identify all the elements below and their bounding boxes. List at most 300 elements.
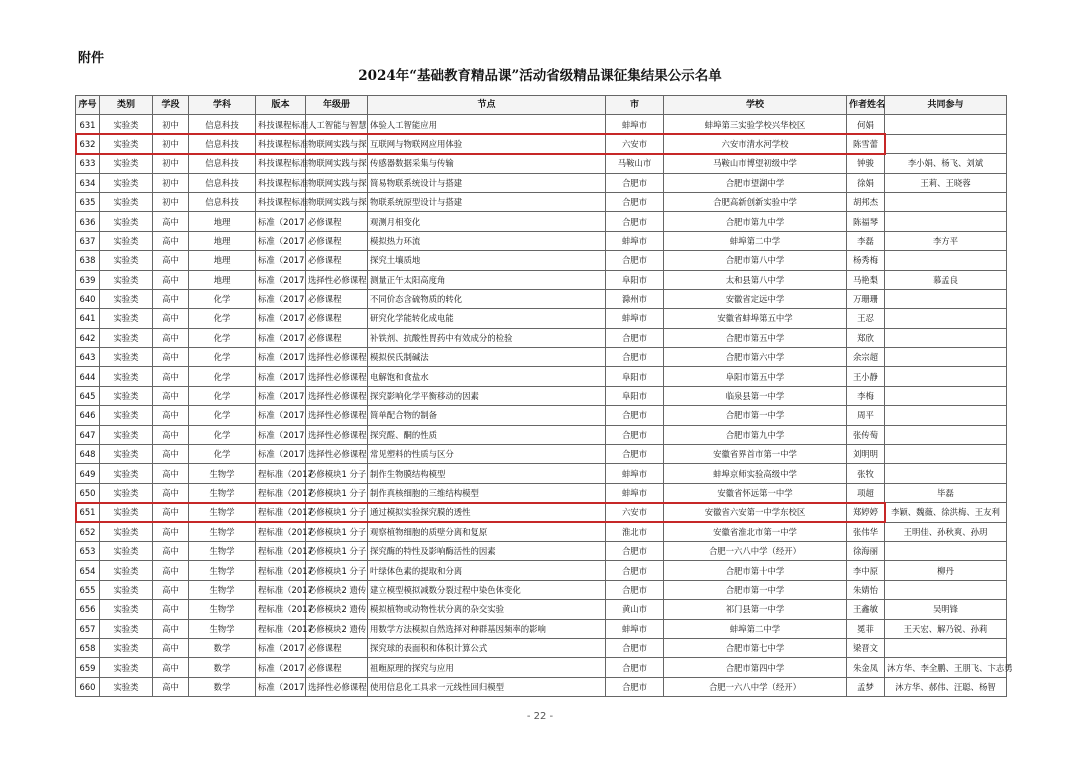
cell-edition: 标准（2017	[256, 445, 306, 464]
cell-grade-volume: 物联网实践与探	[306, 192, 368, 211]
cell-city: 合肥市	[606, 348, 664, 367]
cell-category: 实验类	[100, 251, 153, 270]
cell-city: 六安市	[606, 134, 664, 153]
cell-category: 实验类	[100, 231, 153, 250]
cell-city: 蚌埠市	[606, 309, 664, 328]
cell-topic: 探究影响化学平衡移动的因素	[368, 386, 606, 405]
cell-school: 蚌埠第二中学	[664, 231, 847, 250]
cell-topic: 物联系统原型设计与搭建	[368, 192, 606, 211]
cell-co-authors	[885, 541, 1007, 560]
cell-stage: 高中	[153, 658, 189, 677]
cell-category: 实验类	[100, 600, 153, 619]
cell-author: 李磊	[847, 231, 885, 250]
table-row	[76, 619, 1007, 638]
cell-grade-volume: 必修课程	[306, 328, 368, 347]
cell-category: 实验类	[100, 464, 153, 483]
cell-subject: 地理	[189, 212, 256, 231]
cell-co-authors	[885, 580, 1007, 599]
cell-topic: 制作真核细胞的三维结构模型	[368, 483, 606, 502]
cell-city: 黄山市	[606, 600, 664, 619]
cell-author: 王忍	[847, 309, 885, 328]
column-header-co-authors: 共同参与	[885, 96, 1007, 115]
cell-city: 合肥市	[606, 580, 664, 599]
cell-subject: 信息科技	[189, 134, 256, 153]
cell-topic: 体验人工智能应用	[368, 115, 606, 134]
column-header-school: 学校	[664, 96, 847, 115]
cell-school: 安徽省怀远第一中学	[664, 483, 847, 502]
cell-author: 孟梦	[847, 677, 885, 696]
cell-category: 实验类	[100, 367, 153, 386]
cell-city: 合肥市	[606, 328, 664, 347]
table-header-row	[76, 96, 1007, 115]
table-row	[76, 192, 1007, 211]
cell-stage: 高中	[153, 503, 189, 522]
cell-grade-volume: 必修课程	[306, 638, 368, 657]
cell-author: 周平	[847, 406, 885, 425]
cell-index: 631	[76, 115, 100, 134]
cell-city: 蚌埠市	[606, 483, 664, 502]
cell-school: 合肥市第十中学	[664, 561, 847, 580]
cell-co-authors	[885, 367, 1007, 386]
table-row	[76, 212, 1007, 231]
cell-author: 朱婧怡	[847, 580, 885, 599]
cell-school: 合肥一六八中学（经开）	[664, 541, 847, 560]
cell-index: 636	[76, 212, 100, 231]
table-row	[76, 309, 1007, 328]
cell-school: 合肥市第七中学	[664, 638, 847, 657]
cell-edition: 程标准（2017	[256, 619, 306, 638]
cell-author: 朱金凤	[847, 658, 885, 677]
cell-author: 李梅	[847, 386, 885, 405]
cell-index: 647	[76, 425, 100, 444]
cell-category: 实验类	[100, 658, 153, 677]
cell-school: 合肥市望湖中学	[664, 173, 847, 192]
cell-co-authors	[885, 289, 1007, 308]
cell-city: 蚌埠市	[606, 115, 664, 134]
cell-category: 实验类	[100, 328, 153, 347]
cell-city: 蚌埠市	[606, 464, 664, 483]
cell-category: 实验类	[100, 445, 153, 464]
cell-school: 阜阳市第五中学	[664, 367, 847, 386]
cell-subject: 生物学	[189, 503, 256, 522]
cell-school: 安徽省蚌埠第五中学	[664, 309, 847, 328]
cell-category: 实验类	[100, 503, 153, 522]
cell-school: 太和县第八中学	[664, 270, 847, 289]
cell-edition: 程标准（2017	[256, 600, 306, 619]
cell-topic: 探究土壤质地	[368, 251, 606, 270]
cell-school: 合肥市第一中学	[664, 580, 847, 599]
cell-subject: 数学	[189, 677, 256, 696]
cell-index: 655	[76, 580, 100, 599]
cell-stage: 初中	[153, 192, 189, 211]
cell-subject: 化学	[189, 309, 256, 328]
cell-grade-volume: 物联网实践与探	[306, 134, 368, 153]
cell-co-authors	[885, 638, 1007, 657]
cell-city: 淮北市	[606, 522, 664, 541]
cell-stage: 高中	[153, 464, 189, 483]
cell-index: 640	[76, 289, 100, 308]
cell-author: 陈雪蕾	[847, 134, 885, 153]
cell-category: 实验类	[100, 638, 153, 657]
cell-grade-volume: 选择性必修课程	[306, 445, 368, 464]
cell-edition: 标准（2017	[256, 309, 306, 328]
cell-grade-volume: 物联网实践与探	[306, 154, 368, 173]
cell-city: 合肥市	[606, 677, 664, 696]
column-header-stage: 学段	[153, 96, 189, 115]
cell-stage: 高中	[153, 445, 189, 464]
cell-author: 徐娟	[847, 173, 885, 192]
cell-author: 胡邦杰	[847, 192, 885, 211]
cell-stage: 高中	[153, 425, 189, 444]
cell-index: 633	[76, 154, 100, 173]
cell-edition: 标准（2017	[256, 328, 306, 347]
cell-city: 马鞍山市	[606, 154, 664, 173]
table-row	[76, 367, 1007, 386]
cell-school: 临泉县第一中学	[664, 386, 847, 405]
table-row	[76, 115, 1007, 134]
cell-author: 马艳梨	[847, 270, 885, 289]
cell-author: 万珊珊	[847, 289, 885, 308]
cell-subject: 地理	[189, 251, 256, 270]
cell-co-authors: 李方平	[885, 231, 1007, 250]
cell-school: 安徽省定远中学	[664, 289, 847, 308]
cell-stage: 高中	[153, 677, 189, 696]
cell-category: 实验类	[100, 561, 153, 580]
cell-city: 合肥市	[606, 638, 664, 657]
cell-author: 张伟华	[847, 522, 885, 541]
cell-category: 实验类	[100, 192, 153, 211]
cell-author: 钟骏	[847, 154, 885, 173]
cell-topic: 互联网与物联网应用体验	[368, 134, 606, 153]
cell-edition: 科技课程标准	[256, 192, 306, 211]
cell-index: 634	[76, 173, 100, 192]
cell-index: 651	[76, 503, 100, 522]
cell-author: 冕菲	[847, 619, 885, 638]
cell-city: 合肥市	[606, 425, 664, 444]
cell-stage: 高中	[153, 580, 189, 599]
cell-topic: 简易物联系统设计与搭建	[368, 173, 606, 192]
cell-co-authors: 王明佳、孙秋爽、孙玥	[885, 522, 1007, 541]
attachment-label: 附件	[78, 51, 105, 66]
table-row	[76, 289, 1007, 308]
cell-grade-volume: 选择性必修课程	[306, 348, 368, 367]
cell-city: 合肥市	[606, 445, 664, 464]
cell-category: 实验类	[100, 386, 153, 405]
cell-topic: 叶绿体色素的提取和分离	[368, 561, 606, 580]
cell-category: 实验类	[100, 619, 153, 638]
result-table	[75, 95, 1013, 697]
cell-city: 合肥市	[606, 212, 664, 231]
table-body	[76, 115, 1013, 697]
table-row	[76, 231, 1007, 250]
cell-city: 蚌埠市	[606, 619, 664, 638]
cell-category: 实验类	[100, 483, 153, 502]
cell-category: 实验类	[100, 309, 153, 328]
cell-school: 蚌埠第三实验学校兴华校区	[664, 115, 847, 134]
table-row	[76, 270, 1007, 289]
cell-subject: 化学	[189, 386, 256, 405]
cell-school: 合肥市第五中学	[664, 328, 847, 347]
table-row	[76, 580, 1007, 599]
cell-edition: 科技课程标准	[256, 134, 306, 153]
table-row	[76, 406, 1007, 425]
cell-subject: 生物学	[189, 600, 256, 619]
cell-category: 实验类	[100, 270, 153, 289]
page-number: - 22 -	[526, 711, 554, 722]
cell-subject: 化学	[189, 328, 256, 347]
cell-subject: 信息科技	[189, 154, 256, 173]
cell-category: 实验类	[100, 348, 153, 367]
cell-co-authors: 慕孟良	[885, 270, 1007, 289]
cell-index: 657	[76, 619, 100, 638]
cell-city: 阜阳市	[606, 367, 664, 386]
cell-subject: 化学	[189, 406, 256, 425]
cell-school: 蚌埠京师实验高级中学	[664, 464, 847, 483]
cell-city: 阜阳市	[606, 270, 664, 289]
cell-topic: 建立模型模拟减数分裂过程中染色体变化	[368, 580, 606, 599]
cell-grade-volume: 必修课程	[306, 251, 368, 270]
column-header-subject: 学科	[189, 96, 256, 115]
table-row	[76, 522, 1007, 541]
cell-edition: 标准（2017	[256, 425, 306, 444]
cell-grade-volume: 必修课程	[306, 212, 368, 231]
cell-subject: 生物学	[189, 483, 256, 502]
cell-grade-volume: 必修课程	[306, 658, 368, 677]
cell-edition: 科技课程标准	[256, 173, 306, 192]
cell-grade-volume: 必修模块2 遗传	[306, 580, 368, 599]
cell-subject: 地理	[189, 270, 256, 289]
cell-grade-volume: 必修模块1 分子	[306, 464, 368, 483]
cell-co-authors: 王莉、王晓蓉	[885, 173, 1007, 192]
cell-index: 643	[76, 348, 100, 367]
cell-edition: 标准（2017	[256, 367, 306, 386]
cell-category: 实验类	[100, 134, 153, 153]
cell-edition: 程标准（2017	[256, 580, 306, 599]
cell-co-authors	[885, 309, 1007, 328]
table-row	[76, 464, 1007, 483]
cell-co-authors	[885, 251, 1007, 270]
cell-category: 实验类	[100, 425, 153, 444]
cell-topic: 测量正午太阳高度角	[368, 270, 606, 289]
cell-topic: 探究酶的特性及影响酶活性的因素	[368, 541, 606, 560]
cell-grade-volume: 选择性必修课程	[306, 270, 368, 289]
cell-co-authors: 沐方华、郝伟、汪聪、杨智	[885, 677, 1007, 696]
cell-city: 六安市	[606, 503, 664, 522]
cell-subject: 化学	[189, 289, 256, 308]
cell-school: 合肥高新创新实验中学	[664, 192, 847, 211]
cell-school: 蚌埠第二中学	[664, 619, 847, 638]
cell-stage: 高中	[153, 251, 189, 270]
cell-edition: 标准（2017	[256, 638, 306, 657]
cell-co-authors: 吴明锋	[885, 600, 1007, 619]
cell-edition: 程标准（2017	[256, 503, 306, 522]
cell-stage: 高中	[153, 328, 189, 347]
cell-category: 实验类	[100, 173, 153, 192]
cell-author: 王小静	[847, 367, 885, 386]
cell-co-authors	[885, 425, 1007, 444]
table-row	[76, 658, 1007, 677]
table-row	[76, 251, 1007, 270]
cell-grade-volume: 必修模块1 分子	[306, 483, 368, 502]
cell-edition: 程标准（2017	[256, 561, 306, 580]
cell-school: 合肥市第四中学	[664, 658, 847, 677]
cell-edition: 标准（2017	[256, 212, 306, 231]
cell-grade-volume: 必修模块1 分子	[306, 541, 368, 560]
cell-school: 合肥市第九中学	[664, 212, 847, 231]
cell-topic: 模拟侯氏制碱法	[368, 348, 606, 367]
cell-stage: 高中	[153, 522, 189, 541]
table-row	[76, 561, 1007, 580]
cell-topic: 通过模拟实验探究膜的透性	[368, 503, 606, 522]
cell-stage: 高中	[153, 367, 189, 386]
cell-co-authors	[885, 406, 1007, 425]
cell-subject: 生物学	[189, 522, 256, 541]
cell-grade-volume: 必修课程	[306, 289, 368, 308]
cell-grade-volume: 必修模块1 分子	[306, 503, 368, 522]
column-header-grade-volume: 年级册	[306, 96, 368, 115]
cell-grade-volume: 选择性必修课程	[306, 425, 368, 444]
cell-city: 合肥市	[606, 561, 664, 580]
table-row	[76, 541, 1007, 560]
cell-co-authors	[885, 464, 1007, 483]
cell-school: 合肥市第一中学	[664, 406, 847, 425]
cell-category: 实验类	[100, 580, 153, 599]
column-header-topic: 节点	[368, 96, 606, 115]
cell-index: 632	[76, 134, 100, 153]
cell-topic: 模拟热力环流	[368, 231, 606, 250]
cell-topic: 传感器数据采集与传输	[368, 154, 606, 173]
cell-author: 徐海丽	[847, 541, 885, 560]
cell-index: 646	[76, 406, 100, 425]
table-row	[76, 425, 1007, 444]
cell-subject: 地理	[189, 231, 256, 250]
cell-topic: 常见塑料的性质与区分	[368, 445, 606, 464]
cell-subject: 数学	[189, 658, 256, 677]
cell-index: 654	[76, 561, 100, 580]
cell-stage: 高中	[153, 619, 189, 638]
cell-co-authors	[885, 445, 1007, 464]
cell-index: 645	[76, 386, 100, 405]
cell-city: 合肥市	[606, 173, 664, 192]
cell-stage: 高中	[153, 483, 189, 502]
cell-school: 马鞍山市博望初级中学	[664, 154, 847, 173]
cell-index: 653	[76, 541, 100, 560]
cell-edition: 标准（2017	[256, 251, 306, 270]
cell-index: 656	[76, 600, 100, 619]
cell-index: 649	[76, 464, 100, 483]
cell-subject: 生物学	[189, 464, 256, 483]
cell-stage: 高中	[153, 309, 189, 328]
cell-co-authors: 毕磊	[885, 483, 1007, 502]
cell-stage: 高中	[153, 386, 189, 405]
column-header-author: 作者姓名	[847, 96, 885, 115]
cell-co-authors: 李颖、魏薇、徐洪梅、王友利	[885, 503, 1007, 522]
cell-category: 实验类	[100, 406, 153, 425]
cell-school: 祁门县第一中学	[664, 600, 847, 619]
cell-school: 合肥一六八中学（经开）	[664, 677, 847, 696]
cell-subject: 化学	[189, 367, 256, 386]
column-header-index: 序号	[76, 96, 100, 115]
cell-index: 639	[76, 270, 100, 289]
cell-topic: 研究化学能转化成电能	[368, 309, 606, 328]
cell-edition: 标准（2017	[256, 677, 306, 696]
cell-city: 合肥市	[606, 192, 664, 211]
cell-city: 合肥市	[606, 251, 664, 270]
cell-stage: 高中	[153, 406, 189, 425]
cell-author: 梁晋文	[847, 638, 885, 657]
cell-topic: 简单配合物的制备	[368, 406, 606, 425]
cell-stage: 高中	[153, 231, 189, 250]
cell-index: 648	[76, 445, 100, 464]
cell-co-authors	[885, 115, 1007, 134]
cell-stage: 高中	[153, 270, 189, 289]
table-row	[76, 328, 1007, 347]
cell-city: 滁州市	[606, 289, 664, 308]
cell-grade-volume: 人工智能与智慧	[306, 115, 368, 134]
cell-subject: 生物学	[189, 619, 256, 638]
cell-grade-volume: 选择性必修课程	[306, 677, 368, 696]
cell-category: 实验类	[100, 212, 153, 231]
cell-stage: 初中	[153, 134, 189, 153]
cell-grade-volume: 必修模块2 遗传	[306, 619, 368, 638]
cell-index: 660	[76, 677, 100, 696]
table-row	[76, 154, 1007, 173]
cell-co-authors	[885, 328, 1007, 347]
cell-topic: 补铁剂、抗酸性胃药中有效成分的检验	[368, 328, 606, 347]
cell-topic: 观察植物细胞的质壁分离和复原	[368, 522, 606, 541]
cell-grade-volume: 选择性必修课程	[306, 406, 368, 425]
cell-co-authors	[885, 192, 1007, 211]
cell-grade-volume: 选择性必修课程	[306, 386, 368, 405]
column-header-category: 类别	[100, 96, 153, 115]
cell-co-authors: 李小娟、杨飞、刘斌	[885, 154, 1007, 173]
cell-category: 实验类	[100, 541, 153, 560]
cell-subject: 生物学	[189, 561, 256, 580]
cell-author: 何娟	[847, 115, 885, 134]
cell-subject: 信息科技	[189, 173, 256, 192]
cell-topic: 使用信息化工具求一元线性回归模型	[368, 677, 606, 696]
cell-stage: 初中	[153, 115, 189, 134]
cell-author: 张传萄	[847, 425, 885, 444]
cell-edition: 标准（2017	[256, 406, 306, 425]
cell-author: 郑婷婷	[847, 503, 885, 522]
cell-subject: 生物学	[189, 580, 256, 599]
cell-index: 659	[76, 658, 100, 677]
cell-stage: 高中	[153, 541, 189, 560]
cell-category: 实验类	[100, 115, 153, 134]
column-header-edition: 版本	[256, 96, 306, 115]
cell-edition: 标准（2017	[256, 289, 306, 308]
cell-topic: 不同价态含硫物质的转化	[368, 289, 606, 308]
cell-index: 658	[76, 638, 100, 657]
cell-edition: 程标准（2017	[256, 541, 306, 560]
document-title: 2024年“基础教育精品课”活动省级精品课征集结果公示名单	[358, 68, 722, 84]
cell-grade-volume: 必修课程	[306, 231, 368, 250]
cell-topic: 观测月相变化	[368, 212, 606, 231]
cell-index: 642	[76, 328, 100, 347]
cell-co-authors: 柳丹	[885, 561, 1007, 580]
cell-author: 陈福琴	[847, 212, 885, 231]
cell-author: 杨秀梅	[847, 251, 885, 270]
table-row	[76, 348, 1007, 367]
cell-subject: 生物学	[189, 541, 256, 560]
table-row	[76, 483, 1007, 502]
cell-author: 余宗超	[847, 348, 885, 367]
cell-school: 合肥市第六中学	[664, 348, 847, 367]
cell-edition: 程标准（2017	[256, 483, 306, 502]
cell-index: 637	[76, 231, 100, 250]
cell-edition: 程标准（2017	[256, 464, 306, 483]
